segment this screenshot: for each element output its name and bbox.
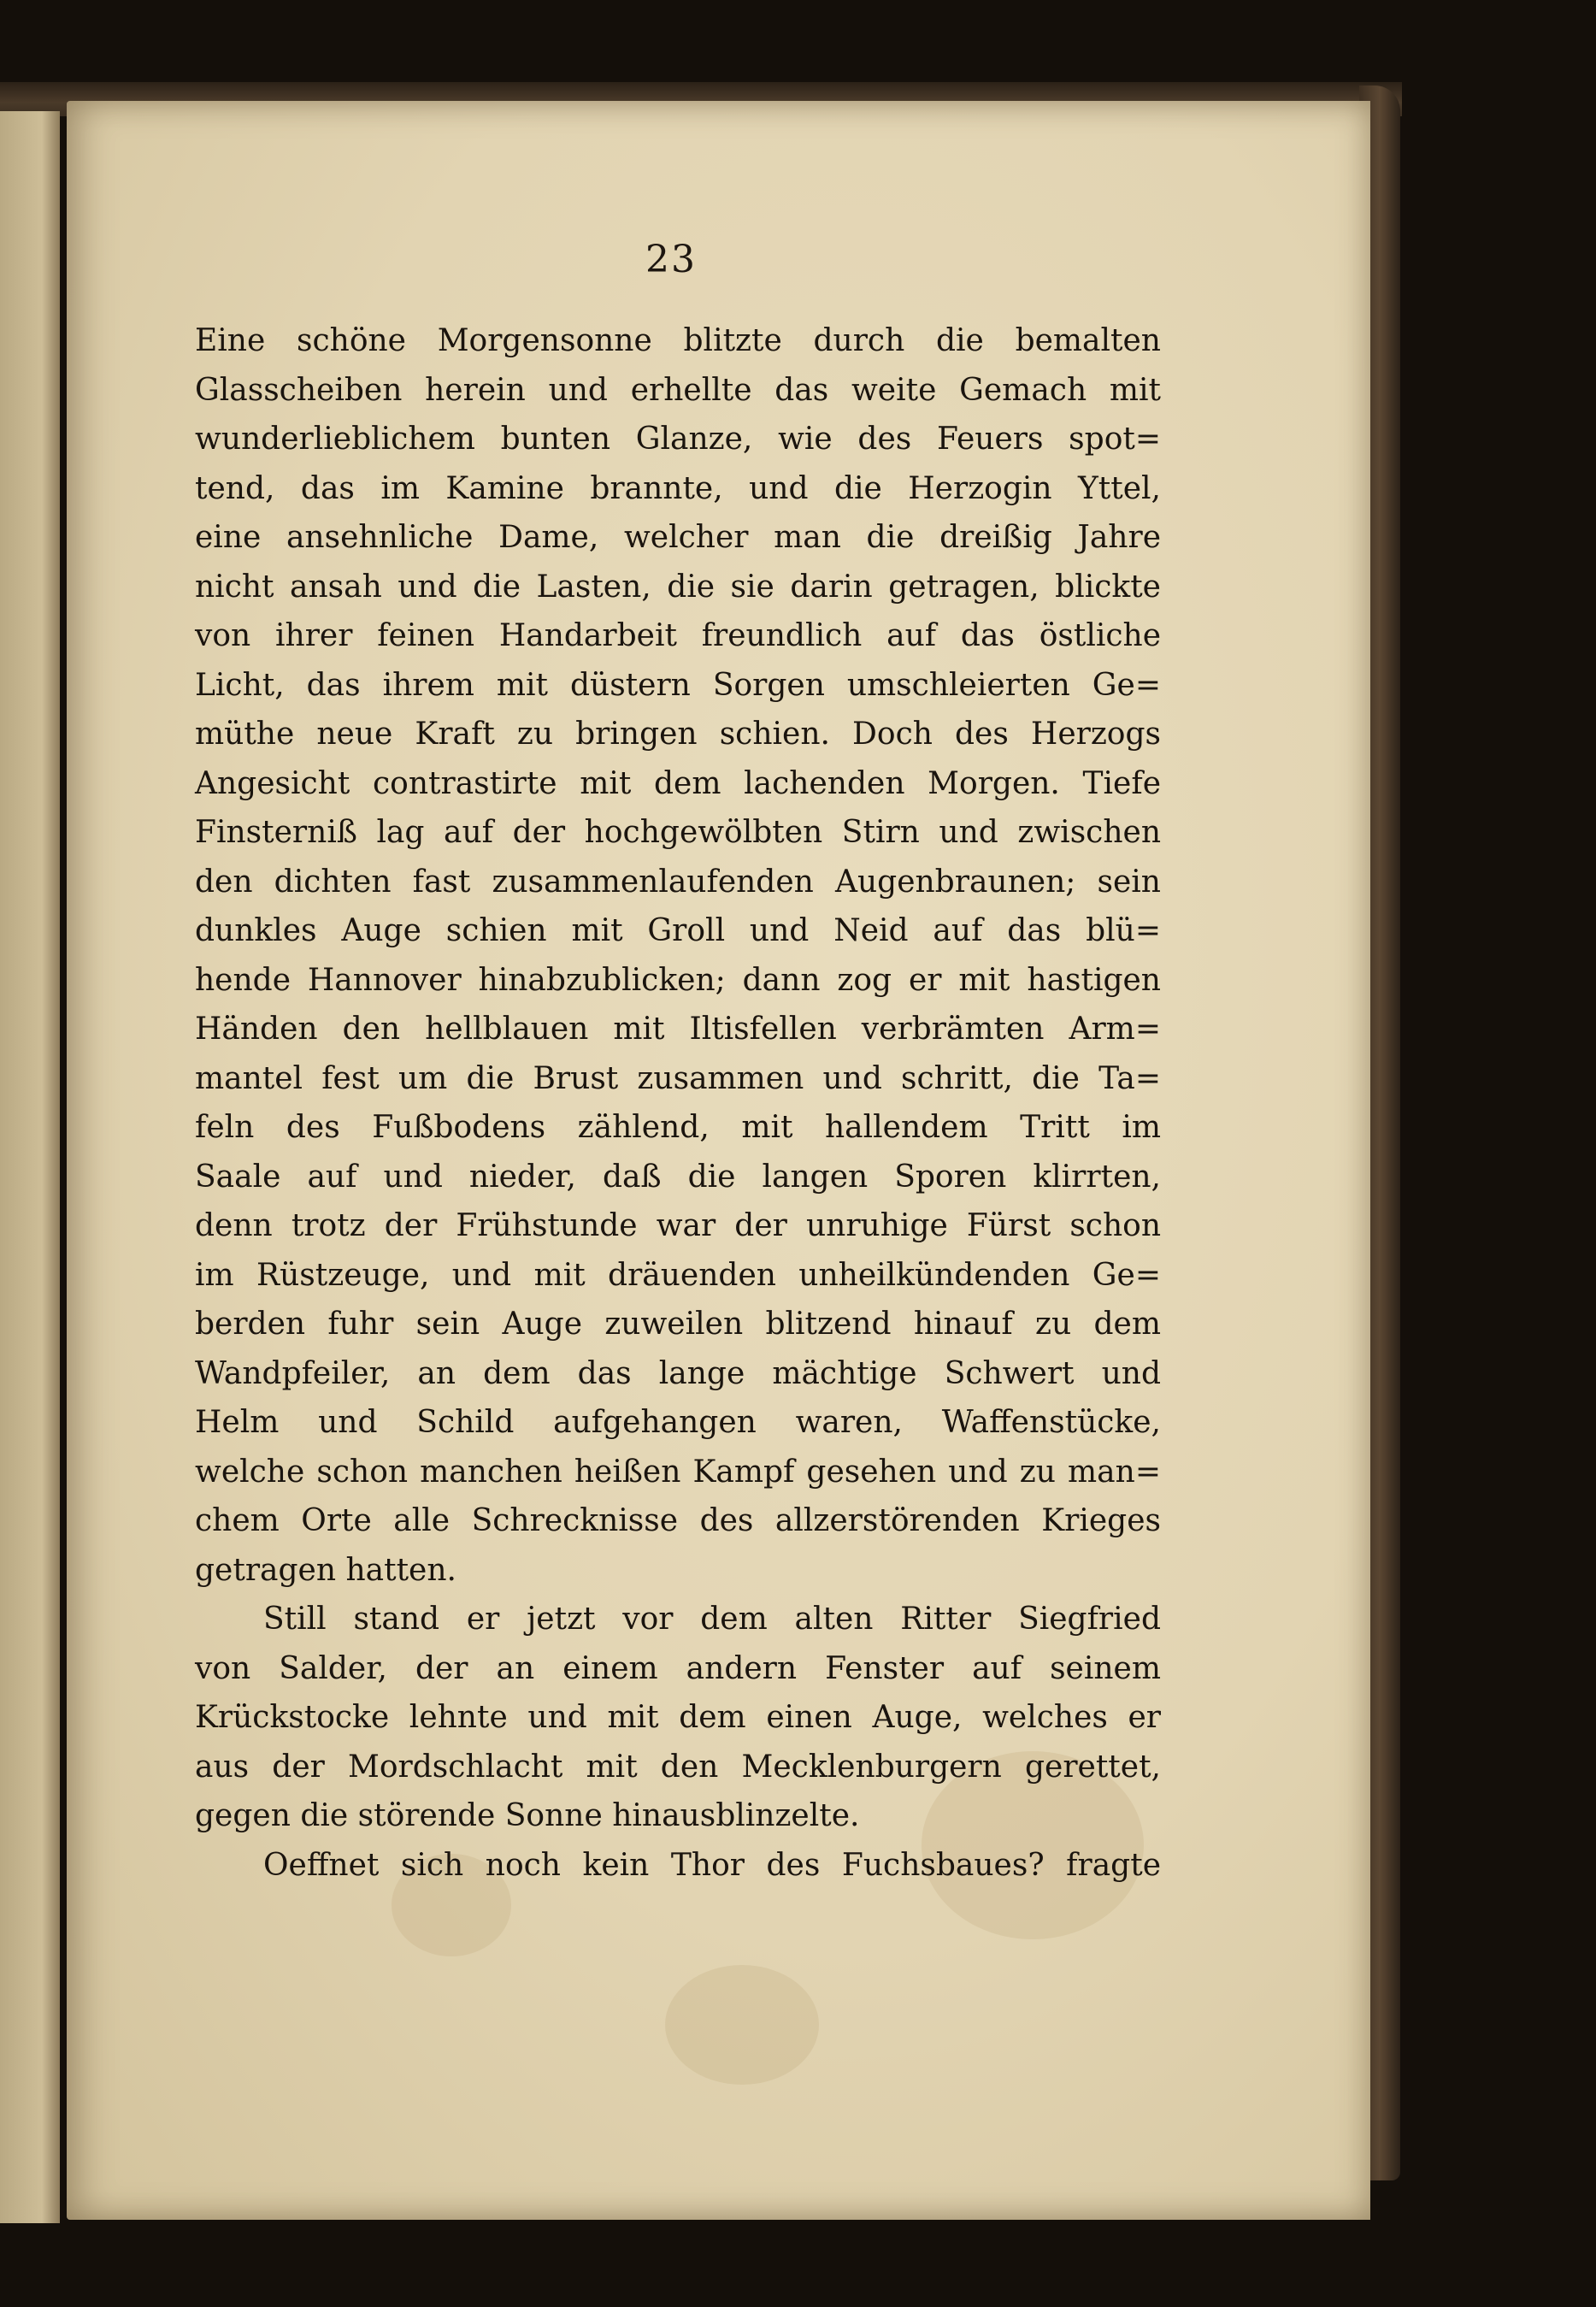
- text-line: aus der Mordschlacht mit den Mecklenburgern gerettet,: [195, 1749, 1161, 1785]
- text-line: nicht ansah und die Lasten, die sie darin getragen, blickte: [195, 569, 1161, 605]
- page-number: 23: [645, 238, 697, 281]
- text-line: von ihrer feinen Handarbeit freundlich auf das östliche: [195, 618, 1161, 653]
- text-line: Licht, das ihrem mit düstern Sorgen umschleierten Ge=: [195, 667, 1161, 703]
- text-line: hende Hannover hinabzublicken; dann zog er mit hastigen: [195, 962, 1161, 998]
- previous-page-edge: [0, 111, 60, 2223]
- text-line: chem Orte alle Schrecknisse des allzerstörenden Krieges: [195, 1503, 1161, 1538]
- text-line: Oeffnet sich noch kein Thor des Fuchsbaues? fragte: [263, 1847, 1161, 1883]
- text-line: Finsterniß lag auf der hochgewölbten Stirn und zwischen: [195, 815, 1161, 850]
- text-line: Krückstocke lehnte und mit dem einen Auge, welches er: [195, 1700, 1161, 1735]
- body-text: [195, 316, 1161, 1890]
- text-line: im Rüstzeuge, und mit dräuenden unheilkündenden Ge=: [195, 1257, 1161, 1293]
- text-line: Glasscheiben herein und erhellte das weite Gemach mit: [195, 372, 1161, 408]
- text-line: denn trotz der Frühstunde war der unruhige Fürst schon: [195, 1208, 1161, 1243]
- text-line: Angesicht contrastirte mit dem lachenden Morgen. Tiefe: [195, 765, 1161, 801]
- text-line: wunderlieblichem bunten Glanze, wie des Feuers spot=: [195, 422, 1161, 457]
- paper-stain: [665, 1965, 819, 2085]
- text-line: dunkles Auge schien mit Groll und Neid auf das blü=: [195, 913, 1161, 948]
- text-line: mantel fest um die Brust zusammen und schritt, die Ta=: [195, 1060, 1161, 1096]
- text-line: feln des Fußbodens zählend, mit hallendem Tritt im: [195, 1110, 1161, 1145]
- text-line: Still stand er jetzt vor dem alten Ritter Siegfried: [263, 1602, 1161, 1637]
- text-line: berden fuhr sein Auge zuweilen blitzend hinauf zu dem: [195, 1307, 1161, 1342]
- text-line: gegen die störende Sonne hinausblinzelte.: [195, 1798, 860, 1833]
- text-line: den dichten fast zusammenlaufenden Augenbraunen; sein: [195, 864, 1161, 900]
- text-line: Wandpfeiler, an dem das lange mächtige Schwert und: [195, 1355, 1161, 1391]
- text-line: tend, das im Kamine brannte, und die Herzogin Yttel,: [195, 470, 1161, 506]
- text-line: müthe neue Kraft zu bringen schien. Doch des Herzogs: [195, 717, 1161, 752]
- text-line: getragen hatten.: [195, 1552, 456, 1588]
- text-line: Händen den hellblauen mit Iltisfellen verbrämten Arm=: [195, 1012, 1161, 1047]
- text-line: Helm und Schild aufgehangen waren, Waffenstücke,: [195, 1405, 1161, 1440]
- text-line: von Salder, der an einem andern Fenster auf seinem: [195, 1650, 1161, 1686]
- text-line: welche schon manchen heißen Kampf gesehen und zu man=: [195, 1454, 1161, 1490]
- text-line: Saale auf und nieder, daß die langen Sporen klirrten,: [195, 1159, 1161, 1195]
- text-line: Eine schöne Morgensonne blitzte durch die bemalten: [195, 323, 1161, 358]
- text-line: eine ansehnliche Dame, welcher man die dreißig Jahre: [195, 520, 1161, 555]
